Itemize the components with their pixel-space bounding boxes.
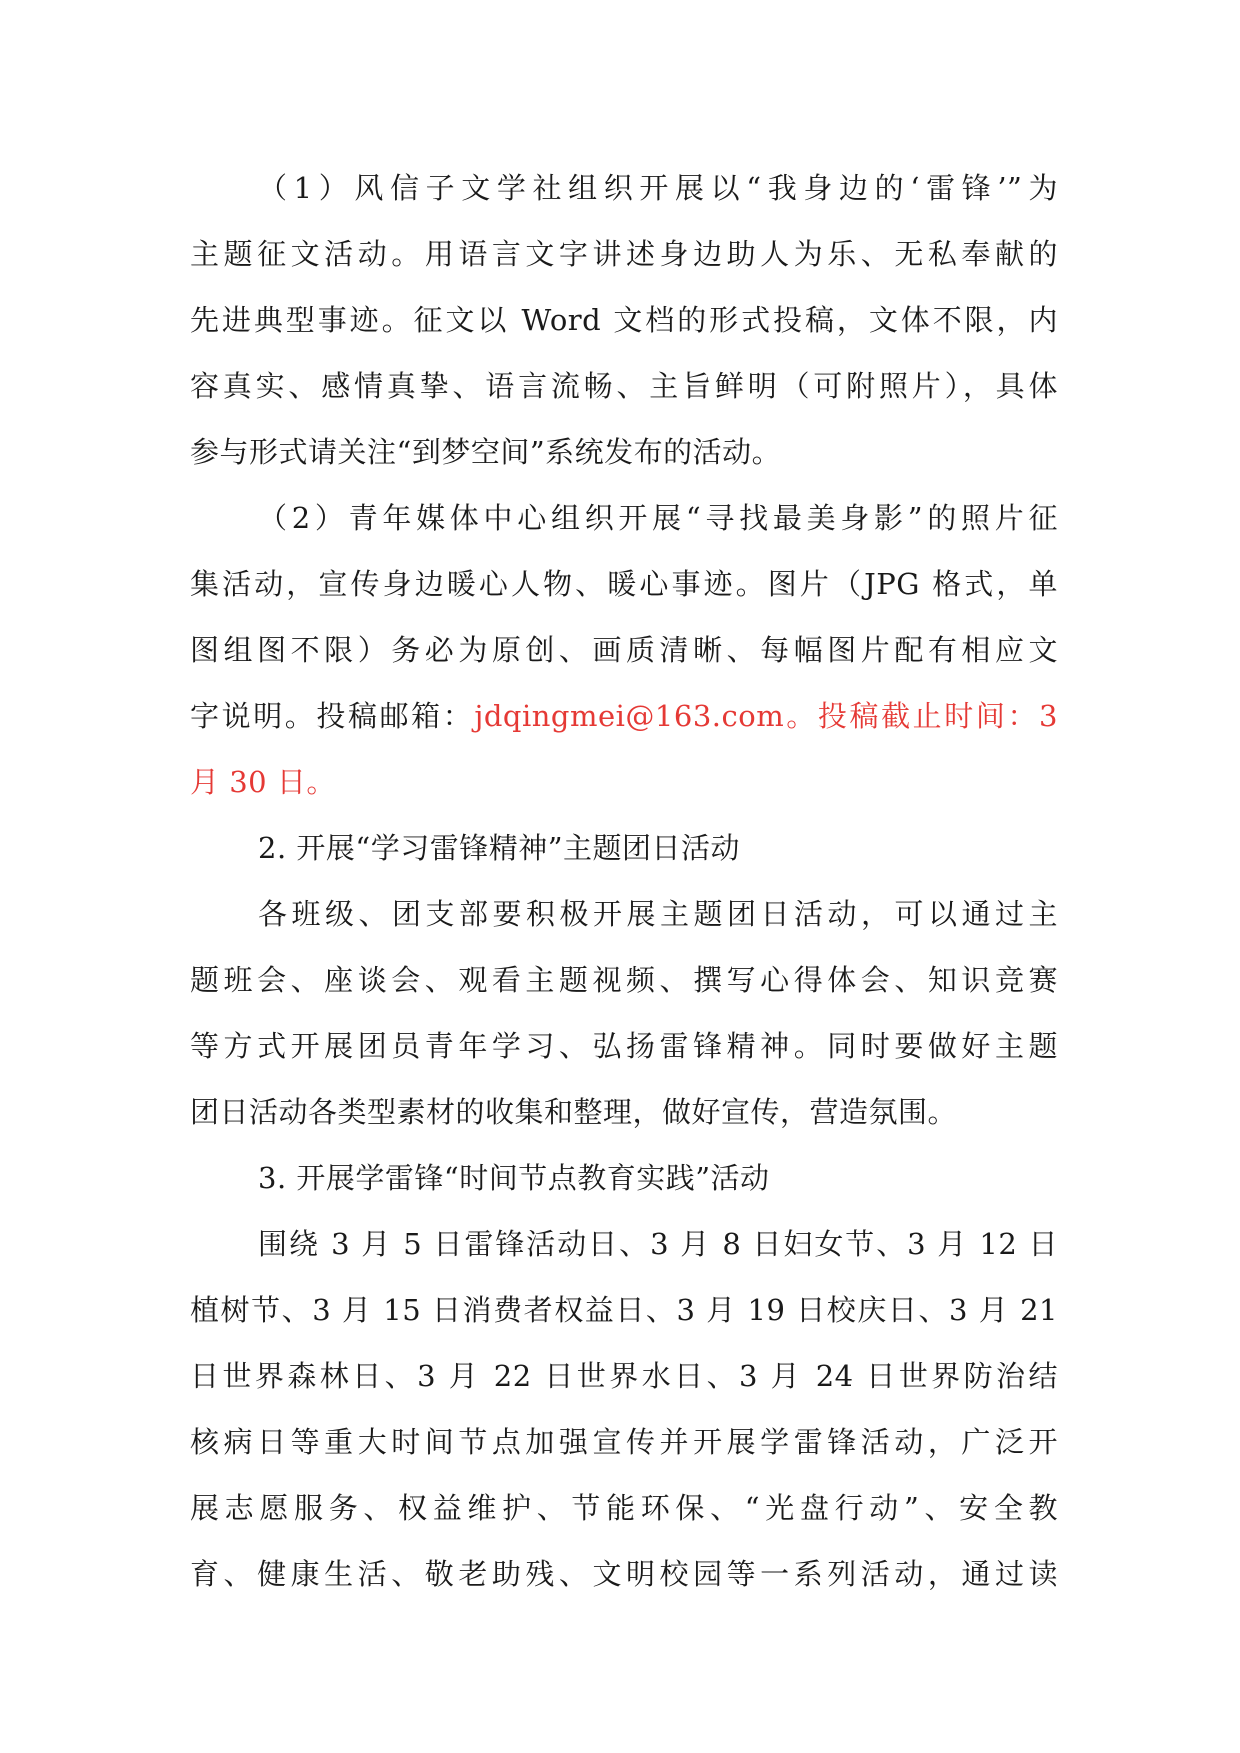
para3-line: 等方式开展团员青年学习、弘扬雷锋精神。同时要做好主题	[190, 1029, 1058, 1063]
para2-line: 图组图不限）务必为原创、画质清晰、每幅图片配有相应文	[190, 633, 1058, 667]
para1-line: 容真实、感情真挚、语言流畅、主旨鲜明（可附照片），具体	[190, 369, 1058, 403]
section-heading-3: 3. 开展学雷锋“时间节点教育实践”活动	[258, 1161, 770, 1195]
para3-line: 各班级、团支部要积极开展主题团日活动，可以通过主	[258, 897, 1058, 931]
para4-line: 展志愿服务、权益维护、节能环保、“光盘行动”、安全教	[190, 1491, 1058, 1525]
document-page	[190, 155, 1058, 1607]
para2-text: 字说明。投稿邮箱：	[190, 699, 475, 733]
para4-line: 围绕 3 月 5 日雷锋活动日、3 月 8 日妇女节、3 月 12 日	[258, 1227, 1058, 1261]
para1-line: （1）风信子文学社组织开展以“我身边的‘雷锋’”为	[258, 171, 1058, 205]
para1-line: 主题征文活动。用语言文字讲述身边助人为乐、无私奉献的	[190, 237, 1058, 271]
para2-line: 集活动，宣传身边暖心人物、暖心事迹。图片（JPG 格式，单	[190, 567, 1058, 601]
para1-line: 参与形式请关注“到梦空间”系统发布的活动。	[190, 435, 782, 469]
para4-line: 核病日等重大时间节点加强宣传并开展学雷锋活动，广泛开	[190, 1425, 1058, 1459]
para4-line: 育、健康生活、敬老助残、文明校园等一系列活动，通过读	[190, 1557, 1058, 1591]
para4-line: 日世界森林日、3 月 22 日世界水日、3 月 24 日世界防治结	[190, 1359, 1058, 1393]
para2-line: （2）青年媒体中心组织开展“寻找最美身影”的照片征	[258, 501, 1058, 535]
para1-line: 先进典型事迹。征文以 Word 文档的形式投稿，文体不限，内	[190, 303, 1058, 337]
section-heading-2: 2. 开展“学习雷锋精神”主题团日活动	[258, 831, 741, 865]
deadline-date: 月 30 日。	[190, 765, 336, 799]
para3-line: 团日活动各类型素材的收集和整理，做好宣传，营造氛围。	[190, 1095, 958, 1129]
para2-line-mixed	[190, 683, 1058, 749]
submission-email-deadline: jdqingmei@163.com。投稿截止时间：3	[474, 699, 1058, 733]
para4-line: 植树节、3 月 15 日消费者权益日、3 月 19 日校庆日、3 月 21	[190, 1293, 1058, 1327]
para3-line: 题班会、座谈会、观看主题视频、撰写心得体会、知识竞赛	[190, 963, 1058, 997]
